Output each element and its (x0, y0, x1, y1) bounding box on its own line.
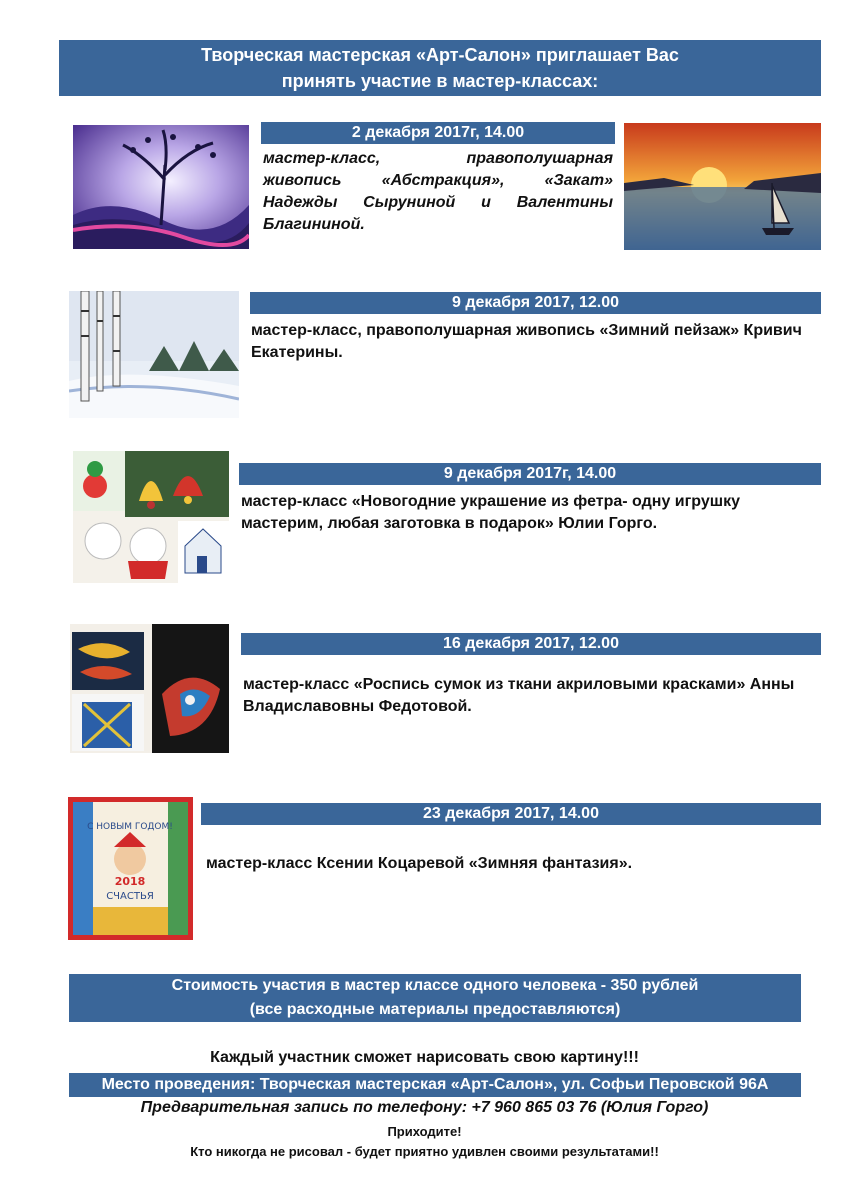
event-4-date-bar: 16 декабря 2017, 12.00 (241, 633, 821, 655)
winter-fantasy-card-image (68, 797, 193, 940)
title-line-2: принять участие в мастер-классах: (281, 71, 599, 91)
event-4-description: мастер-класс «Роспись сумок из ткани акриловыми красками» Анны Владиславовны Федотовой. (243, 676, 795, 715)
sunset-painting-image (624, 123, 821, 250)
closing-line: Кто никогда не рисовал - будет приятно удивлен своими результатами!! (190, 1144, 659, 1159)
come-line: Приходите! (387, 1124, 462, 1139)
event-2-description: мастер-класс, правополушарная живопись «Зимний пейзаж» Кривич Екатерины. (251, 322, 802, 361)
phone-line: Предварительная запись по телефону: +7 960 865 03 76 (Юлия Горго) (140, 1099, 709, 1116)
venue-bar: Место проведения: Творческая мастерская «Арт-Салон», ул. Софьи Перовской 96А (69, 1073, 801, 1097)
event-5-date-bar: 23 декабря 2017, 14.00 (201, 803, 821, 825)
materials-note-bar: (все расходные материалы предоставляются) (69, 998, 801, 1022)
title-line-1: Творческая мастерская «Арт-Салон» приглашает Вас (201, 45, 679, 65)
abstraction-painting-image (73, 125, 249, 249)
event-2-date-bar: 9 декабря 2017, 12.00 (250, 292, 821, 314)
event-1-date-bar: 2 декабря 2017г, 14.00 (261, 122, 615, 144)
event-3-description: мастер-класс «Новогодние украшение из фетра- одну игрушку мастерим, любая заготовка в подарок» Юлии Горго. (241, 493, 740, 532)
event-3-date-bar: 9 декабря 2017г, 14.00 (239, 463, 821, 485)
felt-ornaments-image (73, 451, 229, 583)
painted-bags-image (70, 624, 229, 753)
card-wish-text: СЧАСТЬЯ (106, 891, 154, 902)
card-greeting-text: С НОВЫМ ГОДОМ! (87, 822, 173, 832)
page-title-banner (59, 40, 821, 96)
tagline: Каждый участник сможет нарисовать свою картину!!! (210, 1049, 639, 1066)
card-year-text: 2018 (114, 875, 146, 888)
winter-landscape-image (69, 291, 239, 418)
event-5-description: мастер-класс Ксении Коцаревой «Зимняя фантазия». (206, 855, 633, 872)
price-bar: Стоимость участия в мастер классе одного человека - 350 рублей (69, 974, 801, 998)
event-1-description: мастер-класс, правополушарная живопись «Абстракция», «Закат» Надежды Сыруниной и Валентины Благининой. (263, 150, 613, 233)
